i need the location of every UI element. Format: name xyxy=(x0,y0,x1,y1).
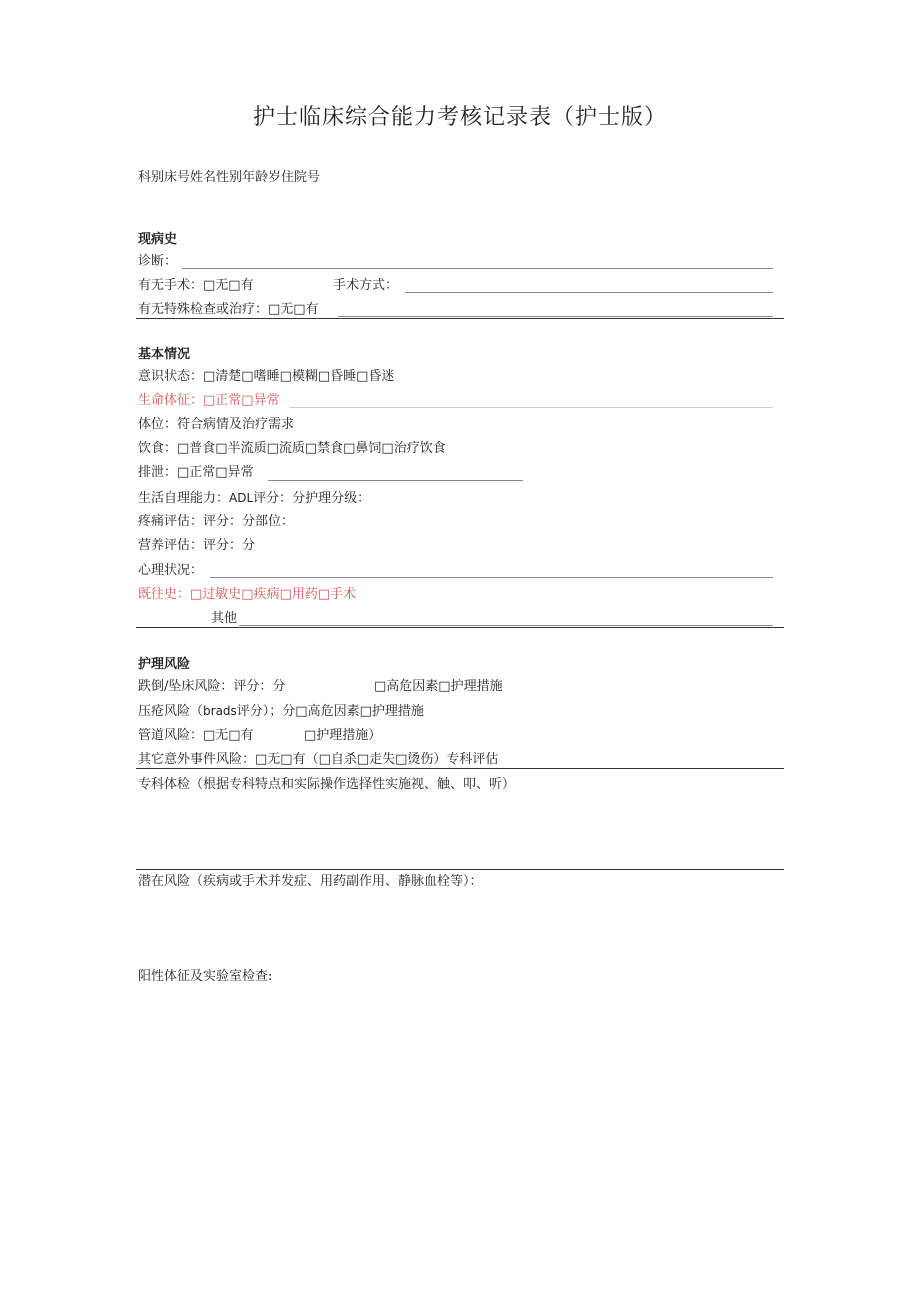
pressure-risk-row[interactable] xyxy=(138,702,424,721)
excretion-options[interactable]: 排泄：□正常□异常 xyxy=(138,465,254,480)
section-heading-present-illness: 现病史 xyxy=(138,232,178,247)
position-text: 体位：符合病情及治疗需求 xyxy=(138,417,295,432)
diagnosis-label: 诊断： xyxy=(138,254,178,269)
section-divider xyxy=(136,318,784,319)
surgery-method-label: 手术方式： xyxy=(333,278,399,293)
diagnosis-field[interactable] xyxy=(182,268,773,269)
patient-header-fields: 科别床号姓名性别年龄岁住院号 xyxy=(138,170,321,185)
special-exam-option[interactable]: 有无特殊检查或治疗：□无□有 xyxy=(138,302,319,317)
surgery-method-field[interactable] xyxy=(405,292,773,293)
surgery-option[interactable]: 有无手术：□无□有 xyxy=(138,278,254,293)
fall-risk-options[interactable]: □高危因素□护理措施 xyxy=(374,679,503,694)
section-heading-basic: 基本情况 xyxy=(138,347,191,362)
other-label: 其他 xyxy=(211,611,238,626)
psych-field[interactable] xyxy=(210,577,773,578)
adl-code: ADL xyxy=(229,491,254,505)
consciousness-options[interactable]: 意识状态：□清楚□嗜睡□模糊□昏睡□昏迷 xyxy=(138,369,395,384)
nutrition-assessment: 营养评估：评分：分 xyxy=(138,538,256,553)
history-options[interactable]: 既往史：□过敏史□疾病□用药□手术 xyxy=(138,587,357,602)
pressure-risk-prefix: 压疮风险（ xyxy=(138,704,204,719)
section-divider xyxy=(136,869,784,870)
accident-risk-options[interactable]: 其它意外事件风险：□无□有（□自杀□走失□烫伤）专科评估 xyxy=(138,752,499,767)
other-field[interactable] xyxy=(239,625,773,626)
form-title: 护士临床综合能力考核记录表（护士版） xyxy=(252,105,667,130)
excretion-field[interactable] xyxy=(268,480,523,481)
adl-row xyxy=(138,489,370,508)
positive-signs-label: 阳性体征及实验室检查: xyxy=(138,969,273,984)
vital-signs-field[interactable] xyxy=(290,407,773,408)
specialty-exam-label: 专科体检（根据专科特点和实际操作选择性实施视、触、叩、听） xyxy=(138,777,516,792)
pressure-risk-suffix: 评分）；分□高危因素□护理措施 xyxy=(236,704,424,719)
tube-risk-measures[interactable]: □护理措施） xyxy=(304,728,382,743)
adl-suffix: 评分：分护理分级： xyxy=(253,491,371,506)
section-divider xyxy=(136,627,784,628)
potential-risk-label: 潜在风险（疾病或手术并发症、用药副作用、静脉血栓等）： xyxy=(138,874,483,889)
section-heading-risk: 护理风险 xyxy=(138,657,191,672)
vital-signs-options[interactable]: 生命体征：□正常□异常 xyxy=(138,393,280,408)
tube-risk-options[interactable]: 管道风险：□无□有 xyxy=(138,728,254,743)
psych-label: 心理状况： xyxy=(138,563,204,578)
diet-options[interactable]: 饮食：□普食□半流质□流质□禁食□鼻饲□治疗饮食 xyxy=(138,441,446,456)
special-exam-field[interactable] xyxy=(338,316,773,317)
section-divider xyxy=(136,768,784,769)
pressure-risk-code: brads xyxy=(203,704,237,718)
pain-assessment: 疼痛评估：评分：分部位： xyxy=(138,514,295,529)
adl-prefix: 生活自理能力： xyxy=(138,491,230,506)
fall-risk-score: 跌倒/坠床风险：评分：分 xyxy=(138,679,286,694)
